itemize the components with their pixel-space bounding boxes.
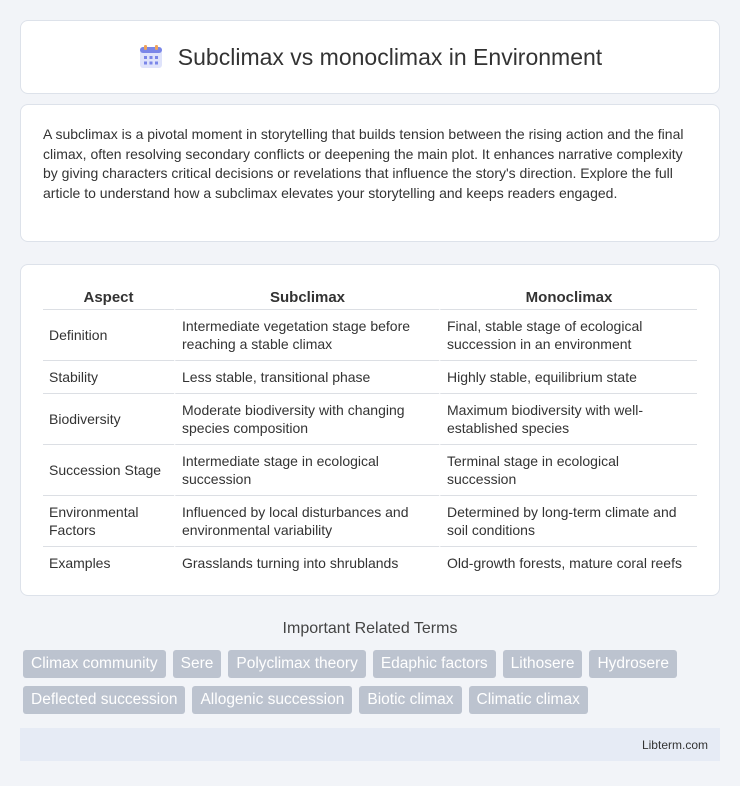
cell-monoclimax: Highly stable, equilibrium state [439, 361, 697, 394]
table-row [43, 361, 697, 394]
tag-polyclimax-theory[interactable]: Polyclimax theory [228, 650, 365, 678]
intro-card [20, 104, 720, 242]
tag-hydrosere[interactable]: Hydrosere [589, 650, 677, 678]
tag-sere[interactable]: Sere [173, 650, 222, 678]
page-title: Subclimax vs monoclimax in Environment [177, 43, 603, 70]
tag-lithosere[interactable]: Lithosere [503, 650, 583, 678]
intro-text: A subclimax is a pivotal moment in storytelling that builds tension between the rising action and the final climax, often resolving secondary conflicts or deepening the main plot. It enhances narrative complexity by giving characters critical decisions or revelations that influence the story's direction. Explore the full article to understand how a subclimax elevates your storytelling and keeps readers engaged. [43, 126, 684, 201]
header-subclimax: Subclimax [174, 285, 439, 310]
table-row [43, 310, 697, 361]
cell-subclimax: Grasslands turning into shrublands [174, 547, 439, 579]
header-monoclimax: Monoclimax [439, 285, 697, 310]
tag-climax-community[interactable]: Climax community [23, 650, 166, 678]
tag-edaphic-factors[interactable]: Edaphic factors [373, 650, 496, 678]
cell-subclimax: Intermediate vegetation stage before reaching a stable climax [174, 310, 439, 361]
footer [20, 728, 720, 761]
cell-aspect: Environmental Factors [43, 496, 174, 547]
cell-aspect: Examples [49, 555, 111, 571]
table-row [43, 496, 697, 547]
cell-monoclimax: Final, stable stage of ecological succession in an environment [439, 310, 697, 361]
header-aspect: Aspect [43, 285, 174, 310]
cell-subclimax: Less stable, transitional phase [174, 361, 439, 394]
cell-aspect: Stability [43, 361, 174, 394]
comparison-table [43, 285, 697, 579]
cell-subclimax: Moderate biodiversity with changing species composition [174, 394, 439, 445]
cell-aspect: Biodiversity [43, 394, 174, 445]
related-terms-title: Important Related Terms [282, 620, 458, 637]
cell-subclimax: Intermediate stage in ecological succession [174, 445, 439, 496]
table-header-row [43, 285, 697, 310]
cell-monoclimax: Determined by long-term climate and soil conditions [439, 496, 697, 547]
comparison-card [20, 264, 720, 596]
cell-subclimax: Influenced by local disturbances and environmental variability [174, 496, 439, 547]
cell-monoclimax: Terminal stage in ecological succession [439, 445, 697, 496]
title-card [20, 20, 720, 94]
cell-monoclimax: Old-growth forests, mature coral reefs [439, 547, 697, 579]
cell-aspect: Definition [43, 310, 174, 361]
cell-aspect: Succession Stage [43, 445, 174, 496]
tag-biotic-climax[interactable]: Biotic climax [359, 686, 461, 714]
table-row [43, 394, 697, 445]
cell-monoclimax: Maximum biodiversity with well-established species [439, 394, 697, 445]
footer-site-link[interactable]: Libterm.com [641, 737, 708, 752]
calendar-grid-icon [138, 44, 164, 70]
tag-climatic-climax[interactable]: Climatic climax [469, 686, 588, 714]
table-row [43, 547, 697, 579]
table-row [43, 445, 697, 496]
related-terms-list [20, 650, 720, 714]
tag-allogenic-succession[interactable]: Allogenic succession [192, 686, 352, 714]
tag-deflected-succession[interactable]: Deflected succession [23, 686, 185, 714]
